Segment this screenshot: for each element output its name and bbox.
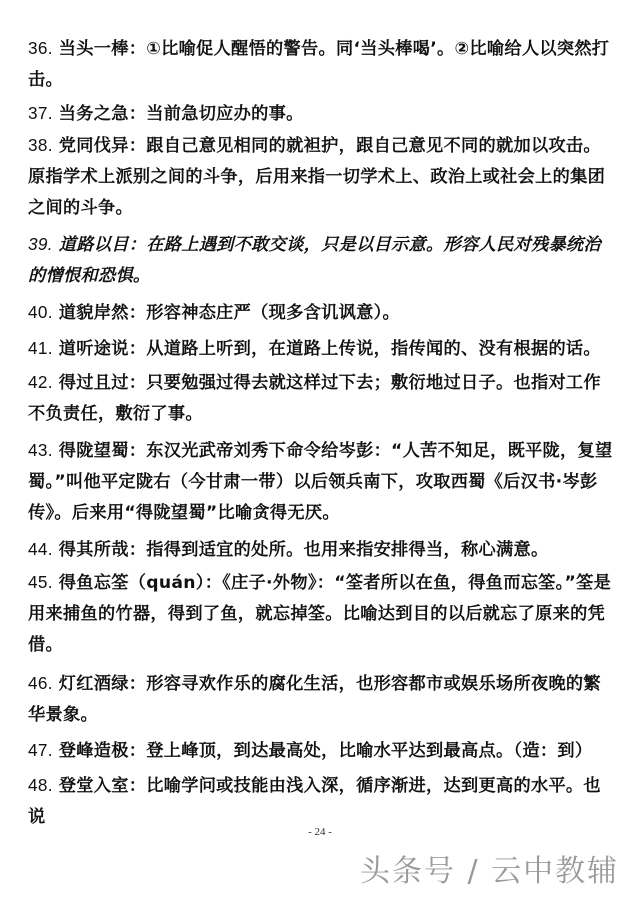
entry-number: 42. <box>28 372 53 392</box>
page-number: - 24 - <box>308 826 332 838</box>
entry-text: 得过且过：只要勉强过得去就这样过下去；敷衍地过日子。也指对工作不负责任，敷衍了事。 <box>28 373 601 424</box>
entry <box>28 534 618 566</box>
entry-number: 37. <box>28 103 53 123</box>
entry-text: 登峰造极：登上峰顶，到达最高处，比喻水平达到最高点。（造：到） <box>58 741 593 761</box>
entry-text: 道听途说：从道路上听到，在道路上传说，指传闻的、没有根据的话。 <box>58 339 601 359</box>
entry <box>28 668 618 731</box>
entry-text: 党同伐异：跟自己意见相同的就袒护，跟自己意见不同的就加以攻击。原指学术上派别之间的斗争，后用来指一切学术上、政治上或社会上的集团之间的斗争。 <box>28 136 606 218</box>
entry-number: 41. <box>28 338 53 358</box>
entry <box>28 33 618 96</box>
entry-number: 44. <box>28 539 53 559</box>
entry-number: 43. <box>28 440 53 460</box>
entry <box>28 98 618 130</box>
entry-number: 47. <box>28 740 53 760</box>
entry-number: 36. <box>28 38 53 58</box>
entry <box>28 229 618 292</box>
entry <box>28 297 618 329</box>
entry-text: 得其所哉：指得到适宜的处所。也用来指安排得当，称心满意。 <box>58 540 549 560</box>
entry <box>28 770 618 833</box>
entry <box>28 567 618 661</box>
entry-number: 40. <box>28 302 53 322</box>
entry <box>28 333 618 365</box>
entry-number: 39. <box>28 234 53 254</box>
entry-number: 45. <box>28 572 53 592</box>
entry-text: 得陇望蜀：东汉光武帝刘秀下命令给岑彭：“人苦不知足，既平陇，复望蜀。”叫他平定陇右（今甘肃一带）以后领兵南下，攻取西蜀《后汉书·岑彭传》。后来用“得陇望蜀”比喻贪得无厌。 <box>28 441 613 523</box>
entry-number: 38. <box>28 135 53 155</box>
entry-text: 灯红酒绿：形容寻欢作乐的腐化生活，也形容都市或娱乐场所夜晚的繁华景象。 <box>28 674 601 725</box>
entry-number: 46. <box>28 673 53 693</box>
entry-text: 道貌岸然：形容神态庄严（现多含讥讽意）。 <box>58 303 400 323</box>
watermark: 头条号 / 云中教辅 <box>360 854 620 889</box>
entry-number: 48. <box>28 775 53 795</box>
entry-text: 当务之急：当前急切应办的事。 <box>58 104 304 124</box>
entry <box>28 435 618 529</box>
entry-text: 当头一棒：①比喻促人醒悟的警告。同‘当头棒喝’。②比喻给人以突然打击。 <box>28 39 610 90</box>
entry-text: 得鱼忘筌（quán）：《庄子·外物》：“筌者所以在鱼，得鱼而忘筌。”筌是用来捕鱼的竹器，得到了鱼，就忘掉筌。比喻达到目的以后就忘了原来的凭借。 <box>28 573 612 655</box>
entry-text: 道路以目：在路上遇到不敢交谈，只是以目示意。形容人民对残暴统治的憎恨和恐惧。 <box>28 235 601 286</box>
entry <box>28 130 618 224</box>
entry-text: 登堂入室：比喻学问或技能由浅入深，循序渐进，达到更高的水平。也说 <box>28 776 601 827</box>
entry <box>28 735 618 767</box>
entry <box>28 367 618 430</box>
